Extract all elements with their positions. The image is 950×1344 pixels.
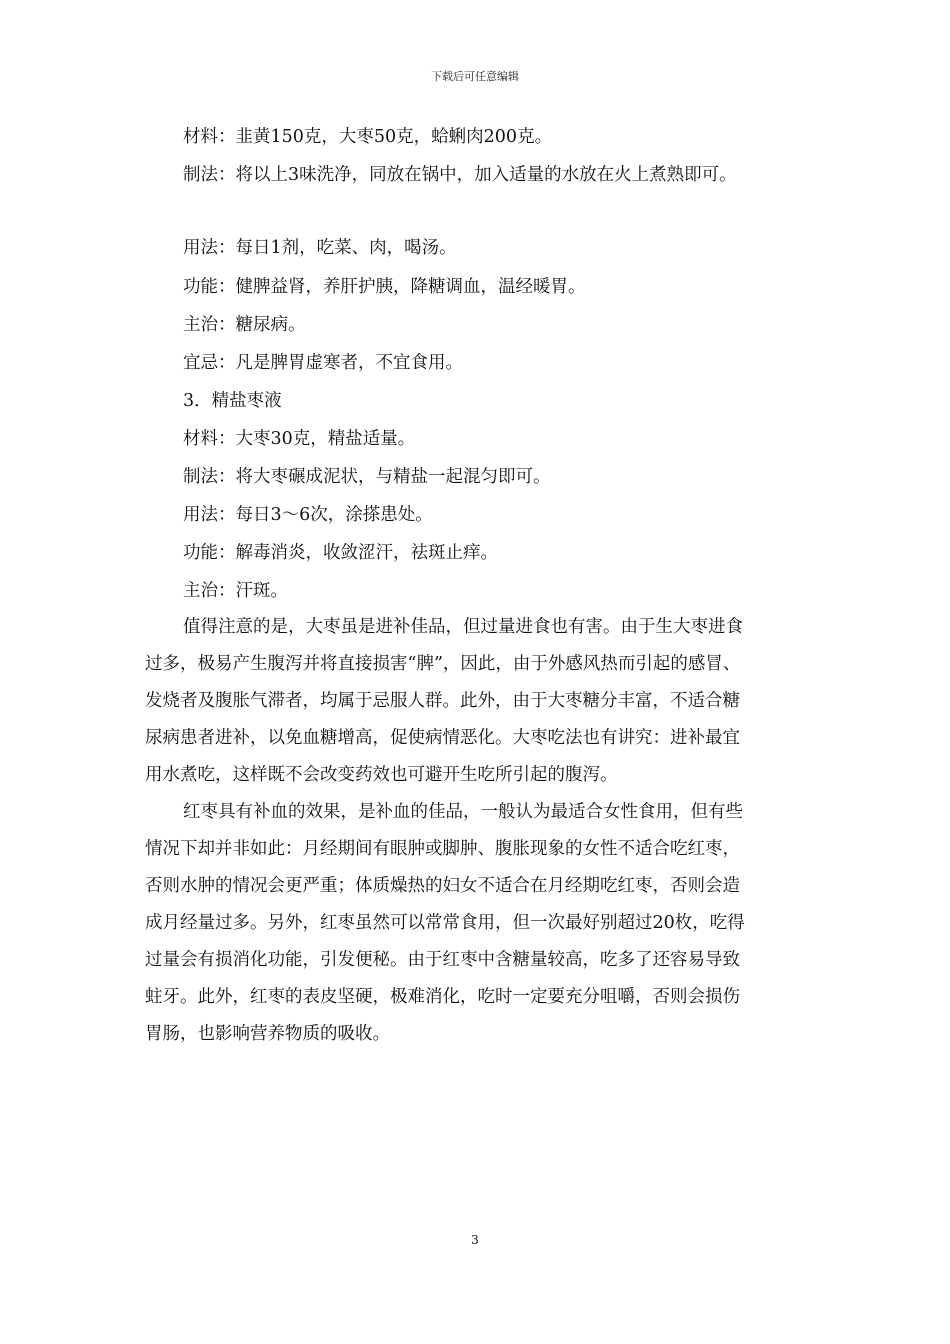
recipe-3-usage: 用法：每日3～6次，涂搽患处。: [183, 505, 433, 525]
recipe-2-function: 功能：健脾益肾，养肝护胰，降糖调血，温经暖胃。: [183, 277, 586, 297]
paragraph-line: 发烧者及腹胀气滞者，均属于忌服人群。此外，由于大枣糖分丰富，不适合糖: [145, 691, 740, 711]
recipe-3-title: 3．精盐枣液: [183, 391, 282, 411]
paragraph-line: 成月经量过多。另外，红枣虽然可以常常食用，但一次最好别超过20枚，吃得: [145, 913, 745, 933]
paragraph-line: 过量会有损消化功能，引发便秘。由于红枣中含糖量较高，吃多了还容易导致: [145, 950, 740, 970]
paragraph-line: 用水煮吃，这样既不会改变药效也可避开生吃所引起的腹泻。: [145, 765, 618, 785]
paragraph-line: 蛀牙。此外，红枣的表皮坚硬，极难消化，吃时一定要充分咀嚼，否则会损伤: [145, 987, 740, 1007]
recipe-3-function: 功能：解毒消炎，收敛涩汗，祛斑止痒。: [183, 543, 498, 563]
paragraph-line: 胃肠，也影响营养物质的吸收。: [145, 1024, 390, 1044]
page-number: 3: [471, 1233, 479, 1247]
paragraph-line: 值得注意的是，大枣虽是进补佳品，但过量进食也有害。由于生大枣进食: [183, 617, 743, 637]
paragraph-line: 红枣具有补血的效果，是补血的佳品，一般认为最适合女性食用，但有些: [183, 802, 743, 822]
recipe-2-materials: 材料：韭黄150克，大枣50克，蛤蜊肉200克。: [183, 127, 553, 147]
recipe-3-indication: 主治：汗斑。: [183, 581, 288, 601]
recipe-2-preparation: 制法：将以上3味洗净，同放在锅中，加入适量的水放在火上煮熟即可。: [183, 165, 737, 185]
paragraph-line: 过多，极易产生腹泻并将直接损害“脾”，因此，由于外感风热而引起的感冒、: [145, 654, 741, 674]
recipe-2-indication: 主治：糖尿病。: [183, 315, 306, 335]
recipe-2-contraindication: 宜忌：凡是脾胃虚寒者，不宜食用。: [183, 353, 463, 373]
recipe-3-preparation: 制法：将大枣碾成泥状，与精盐一起混匀即可。: [183, 467, 551, 487]
paragraph-line: 情况下却并非如此：月经期间有眼肿或脚肿、腹胀现象的女性不适合吃红枣，: [145, 839, 740, 859]
page-header: 下载后可任意编辑: [431, 70, 519, 83]
recipe-3-materials: 材料：大枣30克，精盐适量。: [183, 429, 416, 449]
recipe-2-usage: 用法：每日1剂，吃菜、肉，喝汤。: [183, 238, 457, 258]
paragraph-line: 否则水肿的情况会更严重；体质燥热的妇女不适合在月经期吃红枣，否则会造: [145, 876, 740, 896]
paragraph-line: 尿病患者进补，以免血糖增高，促使病情恶化。大枣吃法也有讲究：进补最宜: [145, 728, 740, 748]
